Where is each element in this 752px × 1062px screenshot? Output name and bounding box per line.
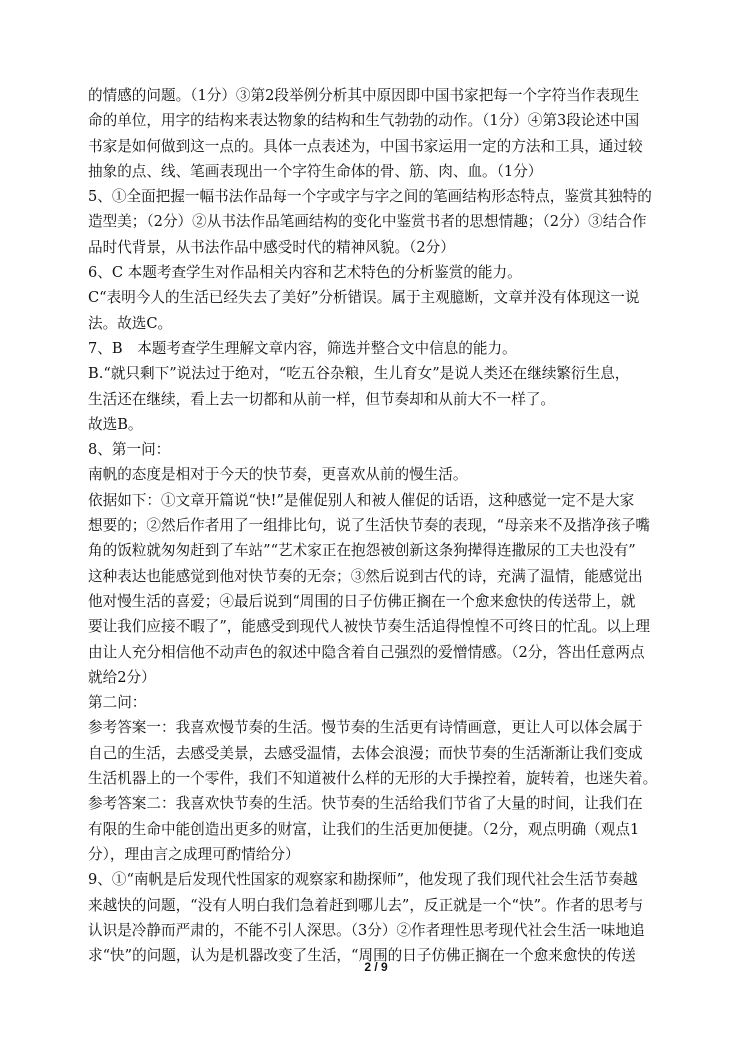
text-line: 他对慢生活的喜爱；④最后说到“周围的日子仿佛正搁在一个愈来愈快的传送带上，就 bbox=[88, 592, 636, 610]
text-line: 分），理由言之成理可酌情给分） bbox=[88, 845, 300, 863]
text-line: 7、B 本题考查学生理解文章内容，筛选并整合文中信息的能力。 bbox=[88, 339, 517, 357]
answer-text-body bbox=[88, 83, 672, 968]
text-line: 生活机器上的一个零件，我们不知道被什么样的无形的大手操控着，旋转着，也迷失着。 bbox=[88, 770, 658, 788]
text-line: 品时代背景，从书法作品中感受时代的精神风貌。（2分） bbox=[88, 238, 455, 256]
text-line: 8、第一问： bbox=[88, 441, 171, 459]
text-line: 这种表达也能感觉到他对快节奏的无奈；③然后说到古代的诗，充满了温情，能感觉出 bbox=[88, 567, 643, 585]
text-line: 角的饭粒就匆匆赶到了车站”“艺术家正在抱怨被创新这条狗撵得连撒尿的工夫也没有” bbox=[88, 542, 636, 560]
text-line: B.“就只剩下”说法过于绝对，“吃五谷杂粮，生儿育女”是说人类还在继续繁衍生息， bbox=[88, 365, 630, 383]
text-line: 5、①全面把握一幅书法作品每一个字或字与字之间的笔画结构形态特点，鉴赏其独特的 bbox=[88, 188, 652, 206]
text-line: 南帆的态度是相对于今天的快节奏，更喜欢从前的慢生活。 bbox=[88, 466, 468, 484]
text-line: 认识是冷静而严肃的，不能不引人深思。（3分）②作者理性思考现代社会生活一味地追 bbox=[88, 921, 645, 939]
text-line: 9、①“南帆是后发现代性国家的观察家和勘探师”，他发现了我们现代社会生活节奏越 bbox=[88, 871, 638, 889]
text-line: 书家是如何做到这一点的。具体一点表述为，中国书家运用一定的方法和工具，通过较 bbox=[88, 137, 643, 155]
text-line: 参考答案一：我喜欢慢节奏的生活。慢节奏的生活更有诗情画意，更让人可以体会属于 bbox=[88, 719, 643, 737]
text-line: 参考答案二：我喜欢快节奏的生活。快节奏的生活给我们节省了大量的时间，让我们在 bbox=[88, 795, 643, 813]
text-line: 生活还在继续，看上去一切都和从前一样，但节奏却和从前大不一样了。 bbox=[88, 390, 556, 408]
text-line: 第二问： bbox=[88, 694, 147, 712]
text-line: 造型美；（2分）②从书法作品笔画结构的变化中鉴赏书者的思想情趣；（2分）③结合作 bbox=[88, 213, 647, 231]
text-line: 抽象的点、线、笔画表现出一个字符生命体的骨、筋、肉、血。（1分） bbox=[88, 162, 543, 180]
text-line: 要让我们应接不暇了”，能感受到现代人被快节奏生活追得惶惶不可终日的忙乱。以上理 bbox=[88, 618, 651, 636]
text-line: 就给2分） bbox=[88, 668, 156, 686]
text-line: 依据如下：①文章开篇说“快!”是催促别人和被人催促的话语，这种感觉一定不是大家 bbox=[88, 491, 635, 509]
text-line: 自己的生活，去感受美景，去感受温情，去体会浪漫；而快节奏的生活渐渐让我们变成 bbox=[88, 744, 643, 762]
text-line: 法。故选C。 bbox=[88, 314, 173, 332]
text-line: 命的单位，用字的结构来表达物象的结构和生气勃勃的动作。（1分）④第3段论述中国 bbox=[88, 112, 640, 130]
text-line: 6、C 本题考查学生对作品相关内容和艺术特色的分析鉴赏的能力。 bbox=[88, 264, 522, 282]
page-number: 2 / 9 bbox=[364, 960, 388, 974]
text-line: 想要的；②然后作者用了一组排比句，说了生活快节奏的表现，“母亲来不及揩净孩子嘴 bbox=[88, 517, 651, 535]
text-line: 求“快”的问题，认为是机器改变了生活，“周围的日子仿佛正搁在一个愈来愈快的传送 bbox=[88, 947, 636, 965]
text-line: 由让人充分相信他不动声色的叙述中隐含着自己强烈的爱憎情感。（2分，答出任意两点 bbox=[88, 643, 645, 661]
text-line: 故选B。 bbox=[88, 415, 143, 433]
text-line: 有限的生命中能创造出更多的财富，让我们的生活更加便捷。（2分，观点明确（观点1 bbox=[88, 820, 640, 838]
text-line: C“表明今人的生活已经失去了美好”分析错误。属于主观臆断，文章并没有体现这一说 bbox=[88, 289, 640, 307]
text-line: 来越快的问题，“没有人明白我们急着赶到哪儿去”，反正就是一个“快”。作者的思考与 bbox=[88, 896, 644, 914]
text-line: 的情感的问题。（1分）③第2段举例分析其中原因即中国书家把每一个字符当作表现生 bbox=[88, 87, 640, 104]
